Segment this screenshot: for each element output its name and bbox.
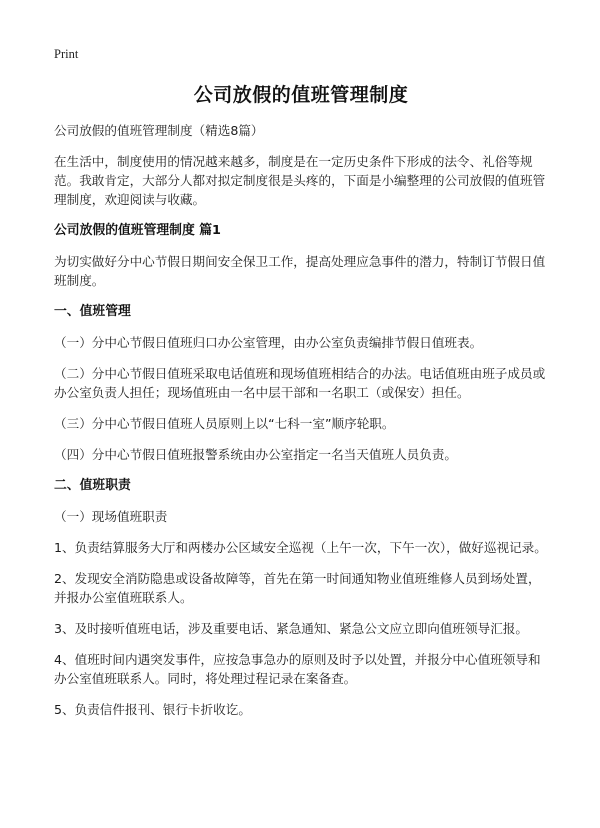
article-heading: 公司放假的值班管理制度 篇1	[54, 223, 221, 238]
duty-management-item: （四）分中心节假日值班报警系统由办公室指定一名当天值班人员负责。	[54, 447, 457, 462]
duty-responsibility-item: 2、发现安全消防隐患或设备故障等，首先在第一时间通知物业值班维修人员到场处置，并报办公室值班联系人。	[54, 571, 541, 605]
duty-responsibility-item: 1、负责结算服务大厅和两楼办公区域安全巡视（上午一次，下午一次），做好巡视记录。	[54, 540, 547, 555]
onsite-duty-subheading: （一）现场值班职责	[54, 509, 168, 524]
print-label: Print	[54, 47, 79, 61]
intro-paragraph: 在生活中，制度使用的情况越来越多，制度是在一定历史条件下形成的法令、礼俗等规范。我敢肯定，大部分人都对拟定制度很是头疼的，下面是小编整理的公司放假的值班管理制度，欢迎阅读与收藏。	[54, 154, 546, 207]
duty-management-item: （三）分中心节假日值班人员原则上以“七科一室”顺序轮职。	[54, 416, 395, 431]
duty-responsibility-item: 4、值班时间内遇突发事件，应按急事急办的原则及时予以处置，并报分中心值班领导和办公室值班联系人。同时，将处理过程记录在案备查。	[54, 652, 541, 686]
page-title: 公司放假的值班管理制度	[193, 84, 409, 106]
purpose-paragraph: 为切实做好分中心节假日期间安全保卫工作，提高处理应急事件的潜力，特制订节假日值班制度。	[54, 254, 546, 288]
section-heading-duty-responsibilities: 二、值班职责	[54, 478, 131, 493]
duty-responsibility-item: 3、及时接听值班电话，涉及重要电话、紧急通知、紧急公文应立即向值班领导汇报。	[54, 621, 528, 636]
duty-responsibility-item: 5、负责信件报刊、银行卡折收讫。	[54, 702, 251, 717]
section-heading-duty-management: 一、值班管理	[54, 304, 131, 319]
duty-management-item: （二）分中心节假日值班采取电话值班和现场值班相结合的办法。电话值班由班子成员或办公室负责人担任；现场值班由一名中层干部和一名职工（或保安）担任。	[54, 366, 546, 400]
document-subtitle: 公司放假的值班管理制度（精选8篇）	[54, 123, 264, 138]
duty-management-item: （一）分中心节假日值班归口办公室管理，由办公室负责编排节假日值班表。	[54, 335, 483, 350]
document-body	[54, 121, 548, 731]
